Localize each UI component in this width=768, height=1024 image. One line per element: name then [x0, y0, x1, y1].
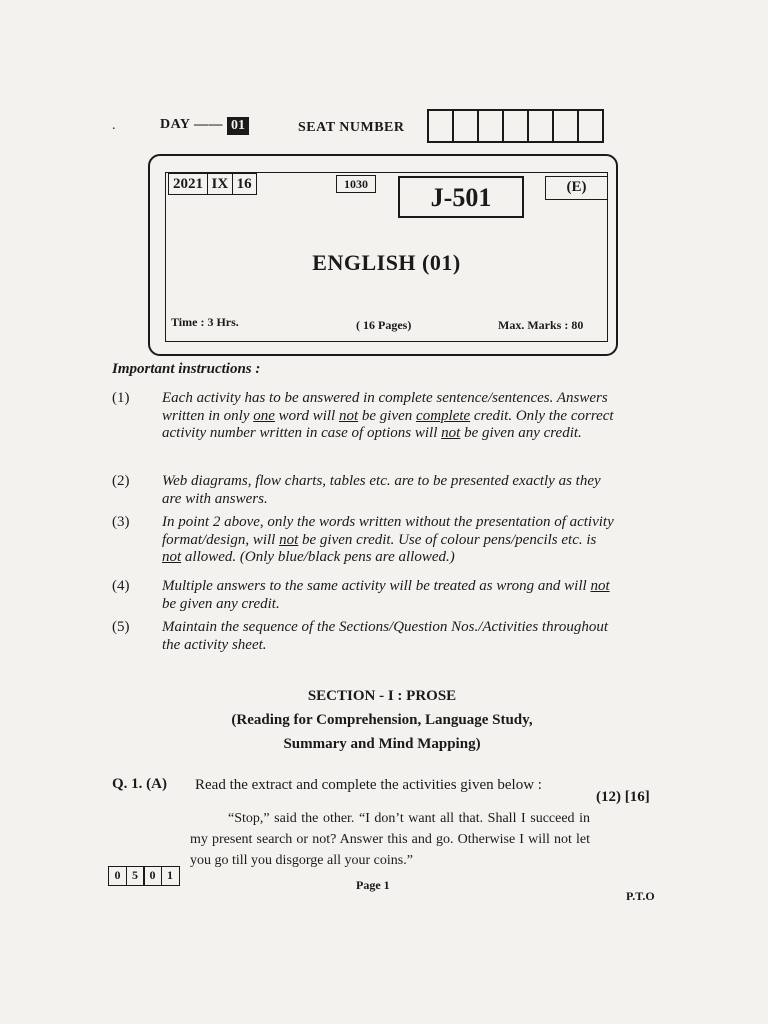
instruction-text: Each activity has to be answered in complete sentence/sentences. Answers written in only one word will not be given complete credit. Only the correct activity number written in case of options will not be given any credit. [162, 390, 614, 441]
instruction-text: Multiple answers to the same activity will be treated as wrong and will not be given any credit. [162, 578, 610, 612]
page-count: ( 16 Pages) [356, 318, 412, 332]
question-label: Q. 1. (A) [112, 776, 167, 792]
question-marks: (12) [16] [596, 789, 650, 805]
footer-code-cell: 5 [126, 866, 145, 886]
day-label: DAY —— [160, 117, 224, 132]
bullet-dot: . [112, 118, 116, 133]
max-marks: Max. Marks : 80 [498, 318, 584, 332]
seat-digit-box[interactable] [527, 109, 554, 143]
code-cell-year: 2021 [168, 173, 208, 195]
instruction-number: (4) [112, 578, 130, 594]
seat-digit-box[interactable] [477, 109, 504, 143]
paper-code-cells [168, 173, 255, 195]
instruction-number: (2) [112, 473, 130, 489]
instruction-item [112, 390, 617, 443]
instruction-number: (5) [112, 619, 130, 635]
footer-code-cell: 1 [161, 866, 180, 886]
section-title: SECTION - I : PROSE [307, 688, 457, 704]
footer-code-cell: 0 [143, 866, 162, 886]
code-cell-std: IX [207, 173, 234, 195]
pto-label: P.T.O [626, 889, 655, 903]
section-subtitle: (Reading for Comprehension, Language Study, [231, 712, 533, 728]
page-number: Page 1 [356, 878, 390, 892]
instruction-item [112, 578, 617, 613]
seat-number-boxes[interactable] [427, 109, 602, 143]
instruction-item [112, 473, 617, 508]
instruction-item [112, 514, 617, 567]
seat-number-label: SEAT NUMBER [298, 120, 405, 135]
subject-title: ENGLISH (01) [312, 250, 461, 275]
code-cell-date: 16 [232, 173, 257, 195]
extract-text: “Stop,” said the other. “I don’t want all that. Shall I succeed in my present search or not? Answer this and go. Otherwise I will not let you go till you disgorge all your coins.” [190, 811, 590, 868]
seat-digit-box[interactable] [452, 109, 479, 143]
seat-digit-box[interactable] [577, 109, 604, 143]
session-code: 1030 [336, 175, 376, 193]
day-value: 01 [227, 117, 249, 135]
seat-digit-box[interactable] [502, 109, 529, 143]
instruction-text: Web diagrams, flow charts, tables etc. are to be presented exactly as they are with answers. [162, 473, 601, 507]
extract-passage [190, 808, 590, 871]
section-subtitle: Summary and Mind Mapping) [283, 736, 481, 752]
instruction-number: (1) [112, 390, 130, 406]
footer-code-cell: 0 [108, 866, 127, 886]
paper-code: J-501 [398, 176, 524, 218]
instruction-text: In point 2 above, only the words written without the presentation of activity format/design, will not be given credit. Use of colour pens/pencils etc. is not allowed. (Only blue/black pens are allowed.) [162, 514, 614, 565]
seat-digit-box[interactable] [427, 109, 454, 143]
seat-digit-box[interactable] [552, 109, 579, 143]
time-allowed: Time : 3 Hrs. [171, 315, 239, 329]
instruction-number: (3) [112, 514, 130, 530]
footer-code-cells [108, 866, 178, 886]
instruction-text: Maintain the sequence of the Sections/Question Nos./Activities throughout the activity sheet. [162, 619, 609, 653]
instruction-item [112, 619, 617, 654]
question-text: Read the extract and complete the activities given below : [195, 777, 542, 793]
instructions-heading: Important instructions : [112, 361, 261, 377]
medium-code: (E) [545, 176, 608, 200]
